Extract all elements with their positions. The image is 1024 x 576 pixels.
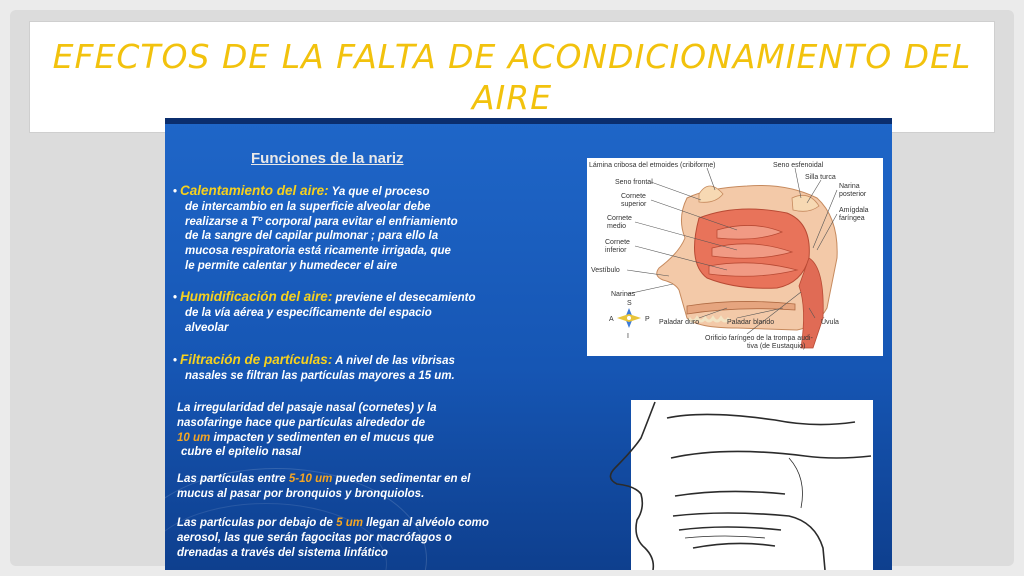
- item-heating: [173, 184, 458, 274]
- item-title: Filtración de partículas:: [180, 352, 333, 367]
- item-line: de la sangre del capilar pulmonar ; para ello la: [185, 230, 439, 243]
- para-line: nasofaringe hace que partículas alrededor de: [177, 416, 425, 429]
- nasal-anatomy-diagram: [587, 158, 883, 356]
- highlight-value: 10 um: [177, 431, 211, 444]
- label-cornete-superior: Cornete: [621, 193, 646, 200]
- item-line: mucosa respiratoria está ricamente irrigada, que: [185, 245, 451, 258]
- paragraph-below-5um: [177, 516, 489, 560]
- para-line: mucus al pasar por bronquios y bronquiolos.: [177, 487, 425, 500]
- label-cornete-medio: medio: [607, 223, 627, 230]
- item-line: nasales se filtran las partículas mayores a 15 um.: [185, 369, 455, 382]
- para-text: Las partículas entre: [177, 473, 289, 485]
- label-vestibulo: Vestíbulo: [591, 267, 620, 274]
- item-line: alveolar: [185, 321, 229, 334]
- item-line: de la vía aérea y específicamente del espacio: [185, 306, 432, 319]
- item-line: le permite calentar y humedecer el aire: [185, 259, 398, 272]
- label-cornete-medio: Cornete: [607, 215, 632, 222]
- nasal-anatomy-illustration: [587, 158, 883, 356]
- nasal-profile-line-drawing: [575, 398, 875, 570]
- label-cornete-inferior: inferior: [605, 247, 627, 254]
- label-seno-frontal: Seno frontal: [615, 179, 653, 186]
- profile-outline-illustration: [575, 398, 875, 570]
- label-narina-posterior: Narina: [839, 183, 860, 190]
- label-amigdala: faríngea: [839, 215, 865, 222]
- para-text: pueden sedimentar en el: [332, 473, 471, 485]
- item-text: previene el desecamiento: [335, 292, 476, 304]
- para-line: La irregularidad del pasaje nasal (cornetes) y la: [177, 402, 437, 414]
- label-cornete-superior: superior: [621, 201, 647, 208]
- item-humidification: [173, 290, 476, 335]
- item-text: Ya que el proceso: [331, 186, 430, 198]
- compass-label-a: A: [609, 316, 614, 323]
- paragraph-nasal-irregularity: [177, 401, 437, 460]
- compass-label-p: P: [645, 316, 650, 323]
- item-line: realizarse a Tº corporal para evitar el enfriamiento: [185, 215, 458, 228]
- label-cornete-inferior: Cornete: [605, 239, 630, 246]
- para-text: Las partículas por debajo de: [177, 517, 337, 529]
- para-line: drenadas a través del sistema linfático: [177, 546, 388, 559]
- compass-label-s: S: [627, 300, 632, 307]
- label-uvula: Úvula: [821, 319, 839, 326]
- panel-top-border: [165, 118, 892, 124]
- item-title: Calentamiento del aire:: [180, 183, 329, 198]
- para-line: cubre el epitelio nasal: [181, 446, 302, 459]
- para-line: aerosol, las que serán fagocitas por macrófagos o: [177, 531, 452, 544]
- item-title: Humidificación del aire:: [180, 289, 333, 304]
- slide-title: EFECTOS DE LA FALTA DE ACONDICIONAMIENTO DEL AIRE: [52, 37, 972, 117]
- label-narinas: Narinas: [611, 291, 636, 298]
- item-text: A nivel de las vibrisas: [335, 355, 455, 367]
- compass-rose-icon: [617, 308, 641, 328]
- label-lamina: Lámina cribosa del etmoides (cribiforme): [589, 162, 716, 169]
- bullet-icon: •: [173, 186, 178, 198]
- label-orificio: tiva (de Eustaquio): [747, 343, 806, 350]
- highlight-value: 5-10 um: [288, 473, 333, 485]
- label-silla-turca: Silla turca: [805, 174, 836, 181]
- title-bar: [30, 22, 994, 132]
- compass-label-i: I: [627, 333, 629, 340]
- label-narina-posterior: posterior: [839, 191, 867, 198]
- highlight-value: 5 um: [336, 517, 363, 529]
- paragraph-5-10um: [177, 472, 470, 502]
- para-text: llegan al alvéolo como: [362, 517, 489, 529]
- item-filtration: [173, 353, 455, 384]
- bullet-icon: •: [173, 292, 178, 304]
- label-orificio: Orificio faríngeo de la trompa audi-: [705, 335, 813, 342]
- bullet-icon: •: [173, 355, 178, 367]
- label-paladar-blando: Paladar blando: [727, 319, 775, 326]
- label-seno-esfenoidal: Seno esfenoidal: [773, 162, 824, 169]
- label-amigdala: Amígdala: [839, 207, 869, 214]
- label-paladar-duro: Paladar duro: [659, 319, 700, 326]
- para-line: impacten y sedimenten en el mucus que: [210, 431, 434, 444]
- item-line: de intercambio en la superficie alveolar debe: [185, 200, 431, 213]
- panel-heading: Funciones de la nariz: [251, 150, 404, 167]
- content-image-panel: [165, 118, 892, 570]
